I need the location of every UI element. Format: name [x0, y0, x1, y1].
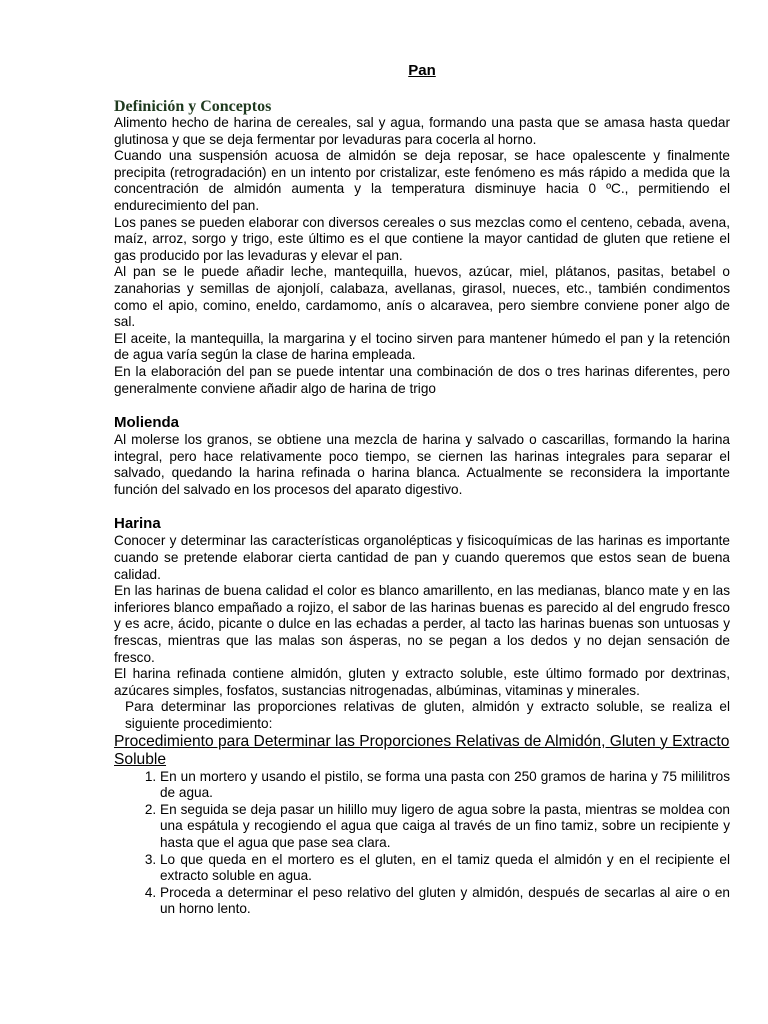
section-heading-molienda: Molienda — [114, 414, 180, 432]
document-title: Pan — [408, 62, 436, 79]
paragraph: En las harinas de buena calidad el color es blanco amarillento, en las medianas, blanco mate y en las inferiores blanco empañado a rojizo, el sabor de las harinas buenas es parecido al del engrudo fresco y es acre, ácido, picante o dulce en las echadas a perder, al tacto las harinas buenas son untuosas y frescas, mientras que las malas son ásperas, no se pegan a los dedos y no dejan sensación de fresco. — [114, 583, 730, 665]
section-harina — [114, 515, 730, 917]
paragraph: Al molerse los granos, se obtiene una mezcla de harina y salvado o cascarillas, formando la harina integral, pero hace relativamente poco tiempo, se ciernen las harinas integrales para separar el salvado, quedando la harina refinada o harina blanca. Actualmente se reconsidera la importante función del salvado en los procesos del aparato digestivo. — [114, 432, 730, 497]
paragraph: Al pan se le puede añadir leche, mantequilla, huevos, azúcar, miel, plátanos, pasitas, betabel o zanahorias y semillas de ajonjolí, calabaza, avellanas, girasol, nueces, etc., también condimentos como el apio, comino, eneldo, cardamomo, anís o alcaravea, pero siembre conviene poner algo de sal. — [114, 264, 730, 330]
paragraph: El aceite, la mantequilla, la margarina y el tocino sirven para mantener húmedo el pan y la retención de agua varía según la clase de harina empleada. — [114, 330, 730, 363]
paragraph: Los panes se pueden elaborar con diversos cereales o sus mezclas como el centeno, cebada, avena, maíz, arroz, sorgo y trigo, este último es el que contiene la mayor cantidad de gluten que retiene el gas producido por las levaduras y elevar el pan. — [114, 214, 730, 263]
paragraph: El harina refinada contiene almidón, gluten y extracto soluble, este último formado por dextrinas, azúcares simples, fosfatos, sustancias nitrogenadas, albúminas, vitaminas y minerales. — [114, 666, 730, 698]
procedure-step: 3. Lo que queda en el mortero es el gluten, en el tamiz queda el almidón y en el recipiente el extracto soluble en agua. — [160, 852, 730, 885]
paragraph: Conocer y determinar las características organolépticas y fisicoquímicas de las harinas es importante cuando se pretende elaborar cierta cantidad de pan y cuando queremos que estos sean de buena calidad. — [114, 533, 730, 582]
document-page — [114, 62, 730, 918]
paragraph: Alimento hecho de harina de cereales, sal y agua, formando una pasta que se amasa hasta quedar glutinosa y que se deja fermentar por levaduras para cocerla al horno. — [114, 115, 730, 147]
procedure-step: 1. En un mortero y usando el pistilo, se forma una pasta con 250 gramos de harina y 75 mililitros de agua. — [160, 769, 730, 802]
procedure-step: 4. Proceda a determinar el peso relativo del gluten y almidón, después de secarlas al aire o en un horno lento. — [160, 885, 730, 918]
procedure-step: 2. En seguida se deja pasar un hilillo muy ligero de agua sobre la pasta, mientras se moldea con una espátula y recogiendo el agua que caiga al través de un fino tamiz, sobre un recipiente y hasta que el agua que pase sea clara. — [160, 802, 730, 852]
section-heading-definicion: Definición y Conceptos — [114, 98, 272, 115]
paragraph: Para determinar las proporciones relativas de gluten, almidón y extracto soluble, se realiza el siguiente procedimiento: — [125, 699, 730, 731]
procedure-steps — [114, 769, 730, 918]
procedure-title: Procedimiento para Determinar las Proporciones Relativas de Almidón, Gluten y Extracto Soluble — [114, 732, 730, 768]
paragraph: Cuando una suspensión acuosa de almidón se deja reposar, se hace opalescente y finalmente precipita (retrogradación) en un intento por cristalizar, este fenómeno es más rápido a medida que la concentración de almidón aumenta y la temperatura disminuye hacia 0 ºC., permitiendo el endurecimiento del pan. — [114, 148, 730, 213]
paragraph: En la elaboración del pan se puede intentar una combinación de dos o tres harinas diferentes, pero generalmente conviene añadir algo de harina de trigo — [114, 363, 730, 396]
section-definicion — [114, 98, 730, 397]
section-heading-harina: Harina — [114, 515, 161, 533]
section-molienda — [114, 414, 730, 498]
